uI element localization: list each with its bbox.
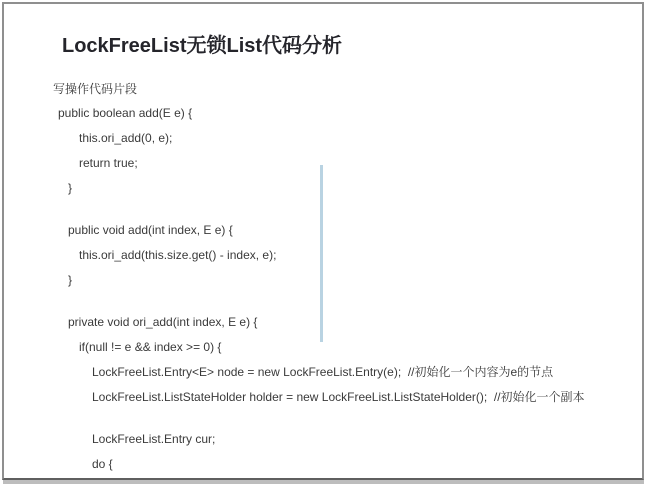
code-line: this.ori_add(0, e); [79, 131, 173, 145]
code-line: LockFreeList.Entry<E> node = new LockFreeList.Entry(e); //初始化一个内容为e的节点 [92, 365, 554, 379]
code-line [4, 410, 642, 427]
vertical-accent-line [320, 165, 323, 342]
code-line: LockFreeList.Entry cur; [92, 432, 216, 446]
code-line: public void add(int index, E e) { [68, 223, 233, 237]
page-bottom-edge [3, 480, 644, 484]
page-title: LockFreeList无锁List代码分析 [62, 35, 343, 57]
code-line: LockFreeList.ListStateHolder holder = new LockFreeList.ListStateHolder(); //初始化一个副本 [92, 390, 585, 404]
code-line [4, 201, 642, 218]
code-line: private void ori_add(int index, E e) { [68, 315, 258, 329]
section-label: 写操作代码片段 [53, 82, 138, 96]
code-line: this.ori_add(this.size.get() - index, e); [79, 248, 277, 262]
code-line: } [68, 181, 73, 195]
code-line: return true; [79, 156, 138, 170]
page [2, 2, 644, 480]
code-line: do { [92, 457, 113, 471]
code-line: } [68, 273, 73, 287]
code-line: if(null != e && index >= 0) { [79, 340, 222, 354]
code-line [4, 293, 642, 310]
code-block [4, 101, 642, 477]
code-line: public boolean add(E e) { [58, 106, 193, 120]
